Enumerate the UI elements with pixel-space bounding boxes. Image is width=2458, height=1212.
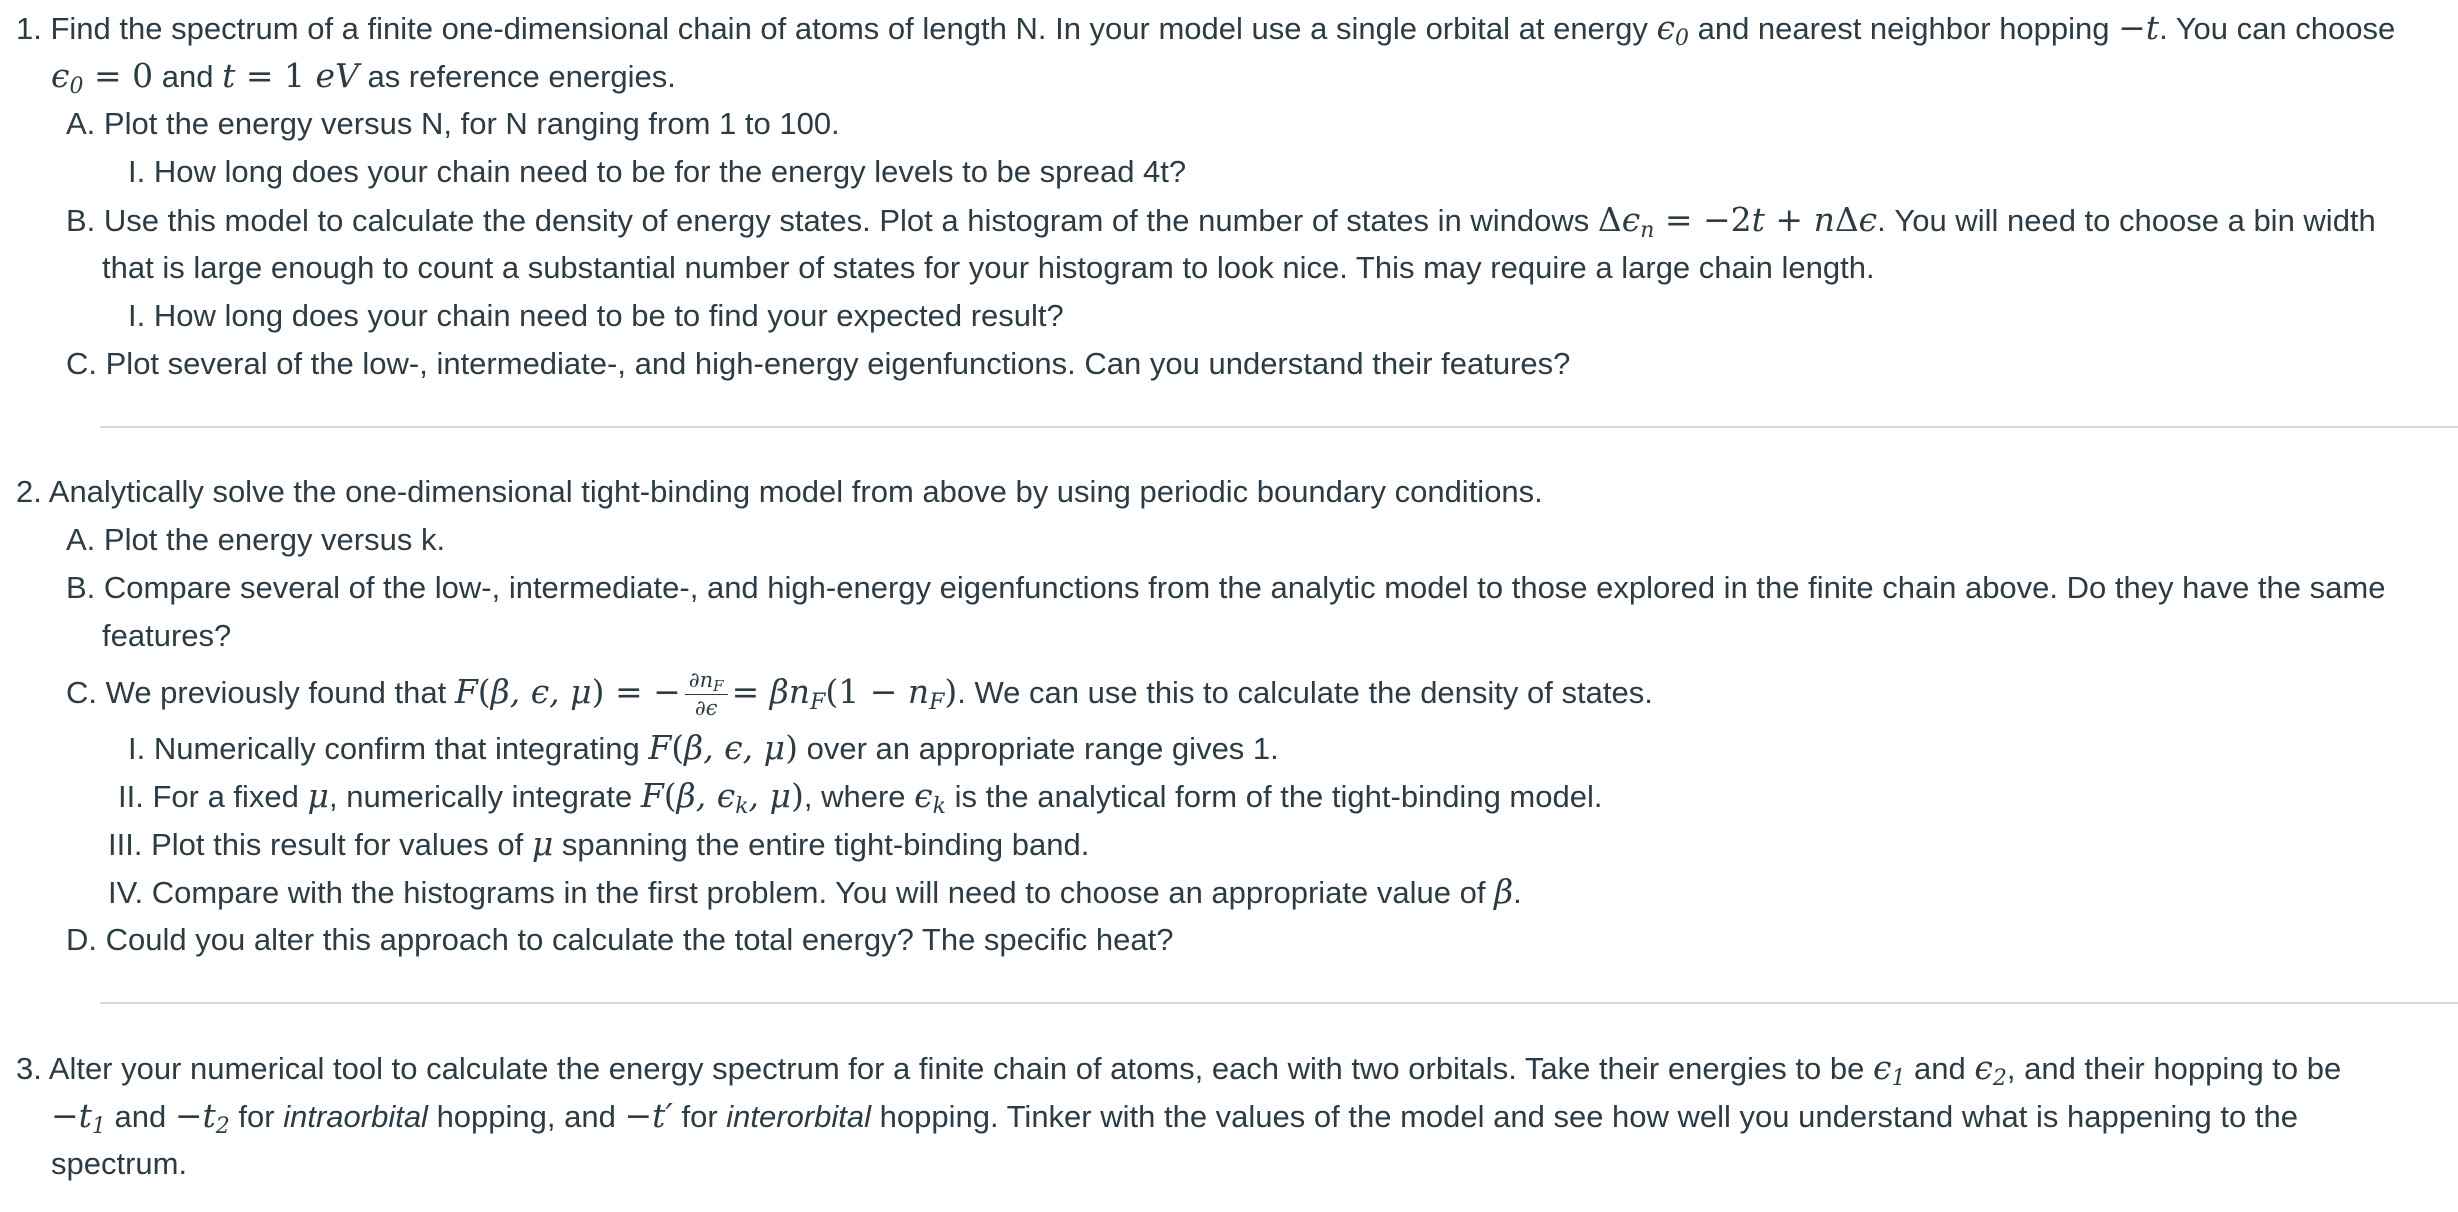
q2-line-1: 2. Analytically solve the one-dimensional tight-binding model from above by using periodic boundary conditions. <box>16 474 1543 509</box>
q2-part-b-cont: features? <box>102 618 232 653</box>
q1-line-2: $\epsilon_0 = 0$ and t = 1 eV as reference energies. <box>51 56 676 99</box>
math-fermi-derivative: F(β, ϵ, μ) = − <box>454 672 681 711</box>
q1-part-a-i: I. How long does your chain need to be for the energy levels to be spread 4t? <box>128 154 1187 189</box>
q1-part-a: A. Plot the energy versus N, for N ranging from 1 to 100. <box>66 106 840 141</box>
q2-part-c: C. We previously found that F(β, ϵ, μ) = − $\frac{\partial n_F}{\partial\epsilon}$ = $\beta n_F(1 - n_F)$. We can use this to calculate the density of states. <box>66 668 1653 721</box>
math-beta: β <box>1494 872 1514 911</box>
q2-part-a: A. Plot the energy versus k. <box>66 522 446 557</box>
q2-part-c-i: I. Numerically confirm that integrating F(β, ϵ, μ) over an appropriate range gives 1. <box>128 728 1279 767</box>
math-epsilon2: $\epsilon_2$ <box>1974 1048 2007 1091</box>
q1-part-b-i: I. How long does your chain need to be to find your expected result? <box>128 298 1064 333</box>
math-epsilon-k: $\epsilon_k$ <box>914 776 946 819</box>
math-minus-t1: $-t_1$ <box>51 1096 106 1139</box>
q3-line-3: spectrum. <box>51 1146 188 1181</box>
q2-part-b: B. Compare several of the low-, intermediate-, and high-energy eigenfunctions from the analytic model to those explored in the finite chain above. Do they have the same <box>66 570 2386 605</box>
q2-part-d: D. Could you alter this approach to calculate the total energy? The specific heat? <box>66 922 1174 957</box>
math-fraction-dnF-de: $\frac{\partial n_F}{\partial\epsilon}$ <box>685 670 728 719</box>
q2-part-c-ii: II. For a fixed μ, numerically integrate F(β, $\epsilon_k$, μ), where $\epsilon_k$ is the analytical form of the tight-binding model. <box>118 776 1603 819</box>
q3-line-2: $-t_1$ and $-t_2$ for intraorbital hopping, and −t′ for interorbital hopping. Tinker with the values of the model and see how well you understand what is happening to the <box>51 1096 2298 1139</box>
math-t-one-ev: t = 1 eV <box>222 56 359 95</box>
math-minus-t: −t <box>2118 8 2160 47</box>
q1-number: 1. <box>16 11 42 46</box>
q1-part-c: C. Plot several of the low-, intermediate-, and high-energy eigenfunctions. Can you understand their features? <box>66 346 1571 381</box>
q2-part-c-iii: III. Plot this result for values of μ spanning the entire tight-binding band. <box>108 824 1090 863</box>
q1-line-1: 1. Find the spectrum of a finite one-dimensional chain of atoms of length N. In your model use a single orbital at energy $\epsilon_0$ and nearest neighbor hopping −t. You can choose <box>16 8 2396 51</box>
math-minus-t2: $-t_2$ <box>174 1096 230 1139</box>
math-epsilon1: $\epsilon_1$ <box>1872 1048 1906 1091</box>
divider-2 <box>100 1002 2458 1004</box>
math-minus-t-prime: −t′ <box>624 1096 673 1135</box>
q1-part-b: B. Use this model to calculate the density of energy states. Plot a histogram of the number of states in windows $\Delta\epsilon_n = -2t + n\Delta\epsilon$. You will need to choose a bin width <box>66 200 2376 243</box>
math-mu: μ <box>307 776 329 815</box>
q2-part-c-iv: IV. Compare with the histograms in the first problem. You will need to choose an appropriate value of β. <box>108 872 1522 911</box>
q1-text: Find the spectrum of a finite one-dimensional chain of atoms of length N. In your model use a single orbital at energy <box>50 11 1657 46</box>
math-mu: μ <box>531 824 554 863</box>
math-F-beta-eps-mu: F(β, ϵ, μ) <box>648 728 798 767</box>
math-delta-epsilon-n: $\Delta\epsilon_n = -2t + n\Delta\epsilon$ <box>1597 200 1878 243</box>
math-epsilon0: $\epsilon_0$ <box>1656 8 1689 51</box>
q1-part-b-cont: that is large enough to count a substantial number of states for your histogram to look nice. This may require a large chain length. <box>102 250 1875 285</box>
divider-1 <box>100 426 2458 428</box>
math-F-beta-epsk-mu: F(β, $\epsilon_k$, μ) <box>640 776 804 819</box>
q3-line-1: 3. Alter your numerical tool to calculate the energy spectrum for a finite chain of atoms, each with two orbitals. Take their energies to be $\epsilon_1$ and $\epsilon_2$, and their hopping to be <box>16 1048 2342 1091</box>
math-epsilon0-zero: $\epsilon_0 = 0$ <box>51 56 154 99</box>
